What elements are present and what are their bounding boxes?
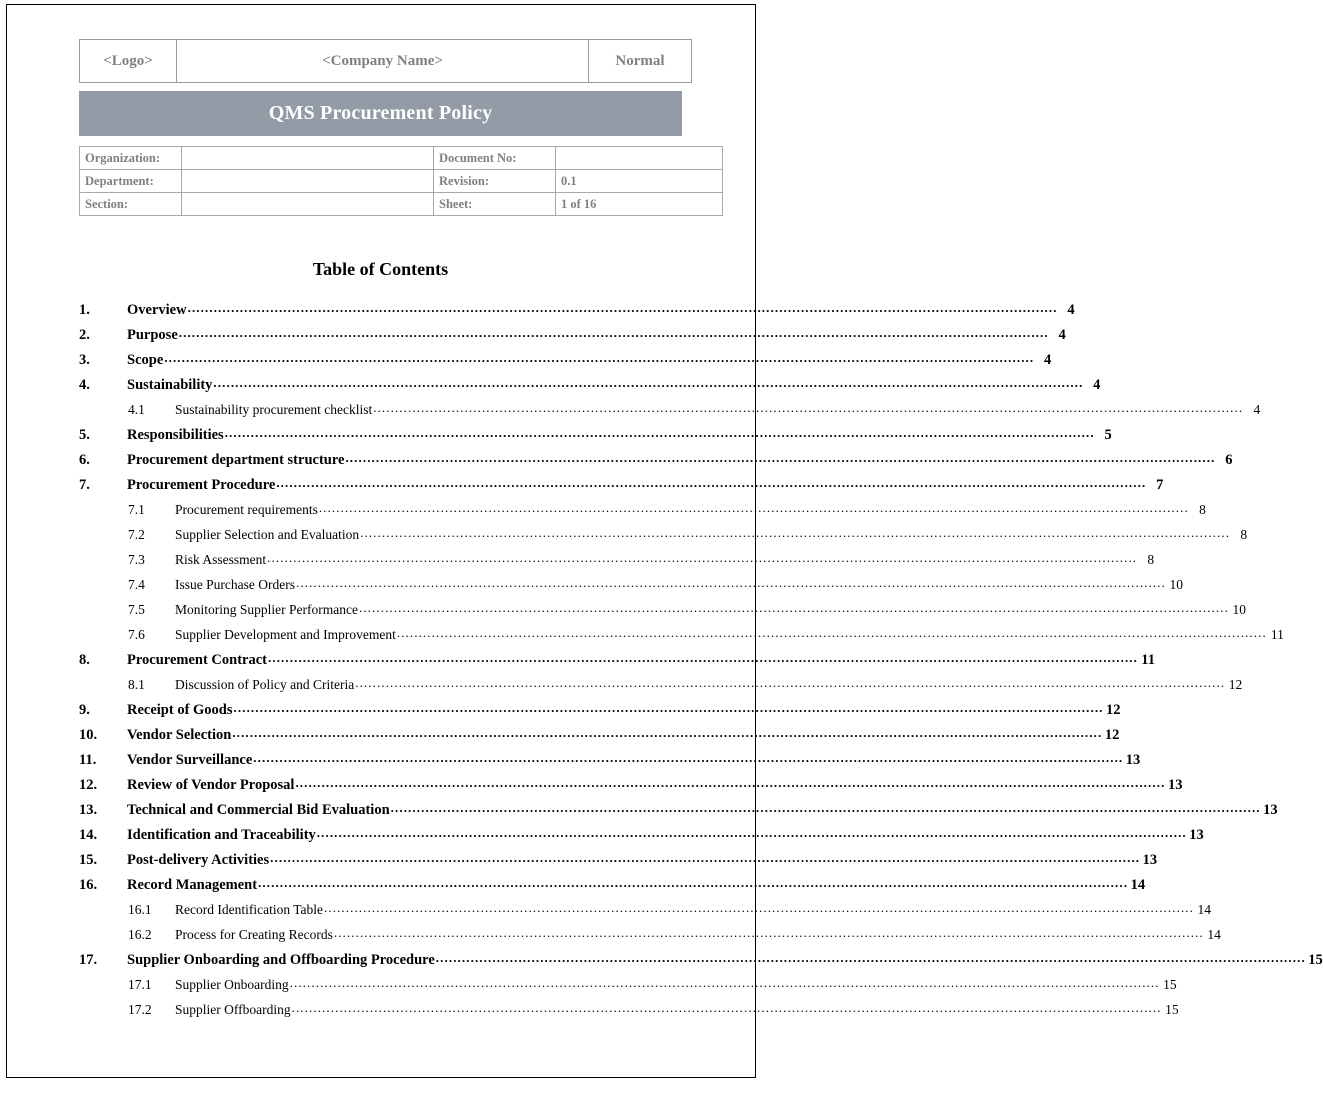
toc-entry-number: 2.	[79, 327, 90, 343]
toc-entry-page-number: 11	[1270, 627, 1284, 642]
toc-entry[interactable]	[79, 750, 1141, 777]
toc-entry-number: 13.	[79, 802, 98, 818]
toc-entry-title: Procurement Procedure	[127, 477, 276, 493]
toc-entry-page-number: 10	[1232, 602, 1246, 617]
toc-dot-leader: ........................................................................................................................................................................................................	[178, 325, 1049, 340]
metadata-key-cell: Sheet:	[434, 193, 556, 216]
toc-entry-title: Procurement Contract	[127, 652, 267, 668]
toc-entry-number: 17.1	[128, 977, 152, 992]
toc-entry[interactable]	[79, 575, 1183, 602]
toc-entry-number: 11.	[79, 752, 97, 768]
toc-dot-leader: ........................................................................................................................................................................................................	[324, 900, 1194, 915]
toc-entry-number: 16.	[79, 877, 98, 893]
toc-entry-title: Scope	[127, 352, 164, 368]
toc-dot-leader: ........................................................................................................................................................................................................	[164, 350, 1035, 365]
toc-entry-page-number: 4	[1093, 377, 1101, 393]
table-of-contents-heading: Table of Contents	[312, 259, 449, 279]
toc-entry-title: Overview	[127, 302, 187, 318]
toc-entry[interactable]	[79, 450, 1233, 477]
toc-entry-number: 6.	[79, 452, 90, 468]
table-row	[80, 147, 723, 170]
document-metadata-table	[79, 146, 723, 216]
toc-entry[interactable]	[79, 775, 1183, 802]
metadata-value-cell	[182, 193, 434, 216]
toc-dot-leader: ........................................................................................................................................................................................................	[373, 400, 1244, 415]
document-header-table	[79, 39, 692, 83]
toc-dot-leader: ........................................................................................................................................................................................................	[232, 725, 1103, 740]
toc-dot-leader: ........................................................................................................................................................................................................	[390, 800, 1261, 815]
table-of-contents-list	[79, 300, 1323, 1027]
metadata-key-cell: Document No:	[434, 147, 556, 170]
toc-entry-page-number: 10	[1169, 577, 1183, 592]
logo-placeholder-cell: <Logo>	[80, 40, 177, 83]
toc-entry-number: 17.2	[128, 1002, 152, 1017]
toc-entry-page-number: 7	[1156, 477, 1164, 493]
toc-entry-title: Discussion of Policy and Criteria	[175, 677, 355, 692]
toc-entry-page-number: 12	[1104, 727, 1120, 743]
toc-entry[interactable]	[79, 975, 1177, 1002]
toc-dot-leader: ........................................................................................................................................................................................................	[187, 300, 1058, 315]
toc-entry[interactable]	[79, 825, 1204, 852]
toc-entry-number: 17.	[79, 952, 98, 968]
toc-entry[interactable]	[79, 650, 1155, 677]
toc-entry-page-number: 13	[1125, 752, 1141, 768]
toc-entry-title: Record Identification Table	[175, 902, 323, 917]
toc-entry[interactable]	[79, 900, 1211, 927]
toc-entry[interactable]	[79, 950, 1323, 977]
toc-entry-title: Identification and Traceability	[127, 827, 316, 843]
toc-entry-number: 4.	[79, 377, 90, 393]
toc-entry-page-number: 15	[1308, 952, 1323, 968]
toc-entry-number: 8.1	[128, 677, 145, 692]
table-row	[80, 40, 692, 83]
toc-dot-leader: ........................................................................................................................................................................................................	[291, 1000, 1162, 1015]
toc-entry[interactable]	[79, 400, 1261, 427]
table-row	[80, 170, 723, 193]
toc-entry-page-number: 12	[1228, 677, 1243, 692]
toc-dot-leader: ........................................................................................................................................................................................................	[295, 775, 1166, 790]
toc-dot-leader: ........................................................................................................................................................................................................	[267, 550, 1138, 565]
toc-entry-page-number: 4	[1058, 327, 1066, 343]
toc-dot-leader: ........................................................................................................................................................................................................	[333, 925, 1204, 940]
toc-entry[interactable]	[79, 425, 1112, 452]
metadata-keyvalue-cell	[556, 147, 723, 170]
toc-entry-title: Supplier Onboarding	[175, 977, 289, 992]
toc-entry-title: Supplier Selection and Evaluation	[175, 527, 360, 542]
metadata-label-cell: Organization:	[80, 147, 182, 170]
toc-entry[interactable]	[79, 800, 1278, 827]
metadata-keyvalue-cell: 1 of 16	[556, 193, 723, 216]
toc-entry[interactable]	[79, 625, 1284, 652]
toc-entry-title: Sustainability	[127, 377, 213, 393]
toc-entry-title: Vendor Surveillance	[127, 752, 253, 768]
toc-dot-leader: ........................................................................................................................................................................................................	[318, 500, 1189, 515]
toc-entry-page-number: 13	[1263, 802, 1278, 818]
toc-entry-number: 7.6	[128, 627, 145, 642]
toc-entry-number: 7.3	[128, 552, 145, 567]
toc-dot-leader: ........................................................................................................................................................................................................	[224, 425, 1095, 440]
toc-entry-page-number: 8	[1147, 552, 1155, 567]
metadata-label-cell: Section:	[80, 193, 182, 216]
toc-entry[interactable]	[79, 500, 1206, 527]
metadata-value-cell	[182, 170, 434, 193]
toc-dot-leader: ........................................................................................................................................................................................................	[316, 825, 1187, 840]
toc-entry[interactable]	[79, 475, 1164, 502]
toc-entry[interactable]	[79, 925, 1221, 952]
toc-entry-title: Supplier Onboarding and Offboarding Procedure	[127, 952, 435, 968]
toc-dot-leader: ........................................................................................................................................................................................................	[213, 375, 1084, 390]
document-title-banner: QMS Procurement Policy	[79, 91, 682, 136]
toc-entry-title: Record Management	[127, 877, 258, 893]
toc-entry-title: Issue Purchase Orders	[175, 577, 295, 592]
metadata-label-cell: Department:	[80, 170, 182, 193]
toc-entry-title: Process for Creating Records	[175, 927, 333, 942]
toc-entry-page-number: 4	[1067, 302, 1075, 318]
toc-entry[interactable]	[79, 725, 1120, 752]
toc-entry[interactable]	[79, 375, 1101, 402]
toc-entry-title: Supplier Offboarding	[175, 1002, 291, 1017]
toc-entry-number: 15.	[79, 852, 98, 868]
toc-entry-title: Responsibilities	[127, 427, 224, 443]
toc-entry-number: 7.4	[128, 577, 145, 592]
metadata-value-cell	[182, 147, 434, 170]
toc-entry-page-number: 8	[1240, 527, 1248, 542]
metadata-keyvalue-cell: 0.1	[556, 170, 723, 193]
toc-entry-title: Supplier Development and Improvement	[175, 627, 396, 642]
toc-entry-number: 9.	[79, 702, 90, 718]
toc-dot-leader: ........................................................................................................................................................................................................	[435, 950, 1306, 965]
toc-entry-page-number: 4	[1044, 352, 1052, 368]
toc-entry[interactable]	[79, 675, 1243, 702]
toc-entry-number: 7.	[79, 477, 90, 493]
toc-entry-title: Review of Vendor Proposal	[127, 777, 295, 793]
toc-dot-leader: ........................................................................................................................................................................................................	[289, 975, 1160, 990]
toc-entry-number: 5.	[79, 427, 90, 443]
toc-entry-page-number: 13	[1142, 852, 1158, 868]
toc-entry-number: 16.1	[128, 902, 152, 917]
toc-entry-number: 1.	[79, 302, 90, 318]
toc-entry-page-number: 15	[1165, 1002, 1179, 1017]
metadata-key-cell: Revision:	[434, 170, 556, 193]
toc-entry-page-number: 12	[1106, 702, 1121, 718]
company-name-cell: <Company Name>	[177, 40, 589, 83]
toc-entry-title: Post-delivery Activities	[127, 852, 270, 868]
toc-dot-leader: ........................................................................................................................................................................................................	[360, 525, 1231, 540]
toc-dot-leader: ........................................................................................................................................................................................................	[253, 750, 1124, 765]
toc-dot-leader: ........................................................................................................................................................................................................	[355, 675, 1226, 690]
toc-entry-page-number: 15	[1163, 977, 1177, 992]
toc-entry[interactable]	[79, 875, 1146, 902]
toc-entry-number: 7.1	[128, 502, 145, 517]
toc-entry-page-number: 11	[1141, 652, 1155, 668]
toc-entry-number: 8.	[79, 652, 90, 668]
toc-entry-title: Risk Assessment	[175, 552, 267, 567]
toc-entry-title: Monitoring Supplier Performance	[175, 602, 358, 617]
toc-entry-page-number: 6	[1225, 452, 1233, 468]
toc-entry-number: 7.2	[128, 527, 145, 542]
toc-entry[interactable]	[79, 1000, 1179, 1027]
toc-entry-number: 3.	[79, 352, 90, 368]
toc-dot-leader: ........................................................................................................................................................................................................	[396, 625, 1267, 640]
toc-entry[interactable]	[79, 850, 1158, 877]
toc-dot-leader: ........................................................................................................................................................................................................	[270, 850, 1141, 865]
toc-dot-leader: ........................................................................................................................................................................................................	[358, 600, 1229, 615]
toc-dot-leader: ........................................................................................................................................................................................................	[345, 450, 1216, 465]
toc-entry-page-number: 5	[1104, 427, 1112, 443]
toc-entry-page-number: 14	[1207, 927, 1221, 942]
toc-entry[interactable]	[79, 525, 1248, 552]
toc-entry[interactable]	[79, 325, 1066, 352]
toc-dot-leader: ........................................................................................................................................................................................................	[258, 875, 1129, 890]
toc-entry-title: Sustainability procurement checklist	[175, 402, 373, 417]
metadata-rows	[80, 147, 723, 216]
toc-entry[interactable]	[79, 700, 1121, 727]
toc-entry-title: Procurement requirements	[175, 502, 318, 517]
toc-entry-page-number: 13	[1167, 777, 1183, 793]
toc-entry[interactable]	[79, 600, 1246, 627]
toc-dot-leader: ........................................................................................................................................................................................................	[276, 475, 1147, 490]
toc-entry[interactable]	[79, 300, 1075, 327]
toc-entry-page-number: 14	[1130, 877, 1146, 893]
toc-entry-number: 10.	[79, 727, 98, 743]
toc-entry-title: Vendor Selection	[127, 727, 232, 743]
toc-entry-number: 16.2	[128, 927, 152, 942]
toc-entry-number: 7.5	[128, 602, 145, 617]
toc-entry[interactable]	[79, 350, 1052, 377]
toc-entry-title: Procurement department structure	[127, 452, 345, 468]
toc-entry-title: Purpose	[127, 327, 178, 343]
document-status-cell: Normal	[589, 40, 692, 83]
document-content	[79, 39, 1323, 1027]
toc-entry-page-number: 13	[1189, 827, 1204, 843]
toc-entry-page-number: 4	[1253, 402, 1261, 417]
toc-entry-title: Technical and Commercial Bid Evaluation	[127, 802, 390, 818]
toc-entry[interactable]	[79, 550, 1155, 577]
toc-entry-number: 4.1	[128, 402, 145, 417]
toc-entry-page-number: 14	[1197, 902, 1211, 917]
toc-dot-leader: ........................................................................................................................................................................................................	[233, 700, 1104, 715]
toc-entry-page-number: 8	[1199, 502, 1206, 517]
toc-entry-title: Receipt of Goods	[127, 702, 233, 718]
toc-dot-leader: ........................................................................................................................................................................................................	[268, 650, 1138, 665]
toc-entry-number: 14.	[79, 827, 98, 843]
table-row	[80, 193, 723, 216]
toc-dot-leader: ........................................................................................................................................................................................................	[295, 575, 1166, 590]
toc-entry-number: 12.	[79, 777, 98, 793]
